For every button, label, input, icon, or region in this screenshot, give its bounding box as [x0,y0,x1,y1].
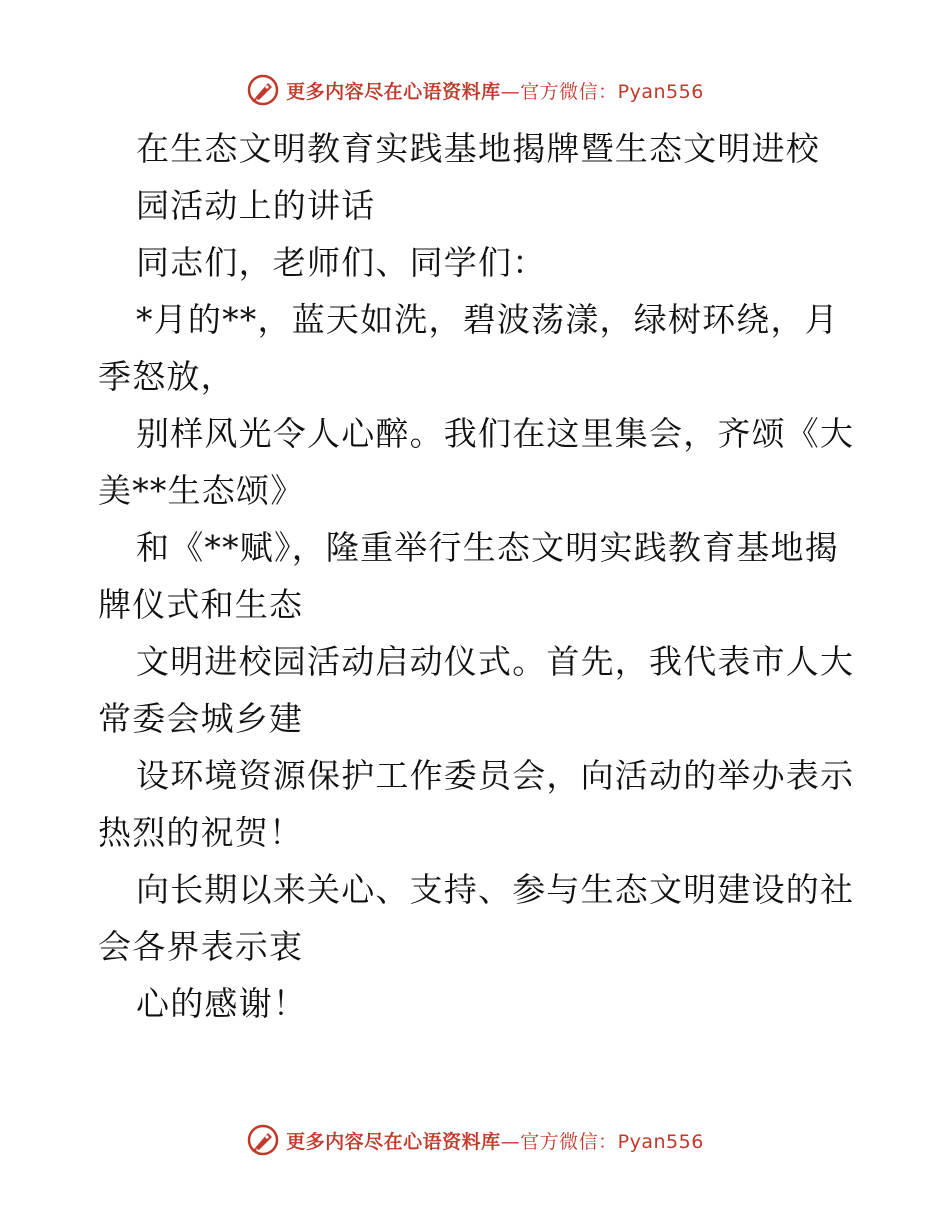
footer-banner-inner [246,1123,704,1157]
pen-nib-logo-icon [246,1123,280,1157]
footer-banner-main: 更多内容尽在心语资料库 [286,1130,501,1153]
paragraph-line: 季怒放， [98,357,235,396]
pen-nib-logo-icon [246,73,280,107]
title-line-1: 在生态文明教育实践基地揭牌暨生态文明进校 [136,129,820,168]
paragraph-line: 和《**赋》，隆重举行生态文明实践教育基地揭 [136,528,839,567]
title-line-2: 园活动上的讲话 [136,186,376,225]
paragraph-line: 向长期以来关心、支持、参与生态文明建设的社 [136,870,855,909]
header-banner-text [286,77,704,104]
paragraph-line: 设环境资源保护工作委员会，向活动的举办表示 [136,756,855,795]
paragraph-line: 别样风光令人心醉。我们在这里集会，齐颂《大 [136,414,855,453]
paragraph-line: 心的感谢！ [136,984,307,1023]
header-banner [0,70,950,110]
header-banner-main: 更多内容尽在心语资料库 [286,80,501,103]
footer-banner [0,1120,950,1160]
paragraph-line: 会各界表示衷 [98,927,304,966]
header-banner-inner [246,73,704,107]
document-body [98,120,858,1032]
salutation-line: 同志们，老师们、同学们： [136,243,547,282]
footer-banner-wechat: 官方微信：Pyan556 [520,1130,704,1153]
header-banner-dash: — [500,80,521,103]
paragraph-line: 常委会城乡建 [98,699,304,738]
footer-banner-dash: — [500,1130,521,1153]
paragraph-line: 牌仪式和生态 [98,585,304,624]
paragraph-line: *月的**，蓝天如洗，碧波荡漾，绿树环绕，月 [136,300,839,339]
paragraph-line: 文明进校园活动启动仪式。首先，我代表市人大 [136,642,855,681]
header-banner-wechat: 官方微信：Pyan556 [520,80,704,103]
paragraph-line: 美**生态颂》 [98,471,305,510]
footer-banner-text [286,1127,704,1154]
paragraph-line: 热烈的祝贺！ [98,813,304,852]
